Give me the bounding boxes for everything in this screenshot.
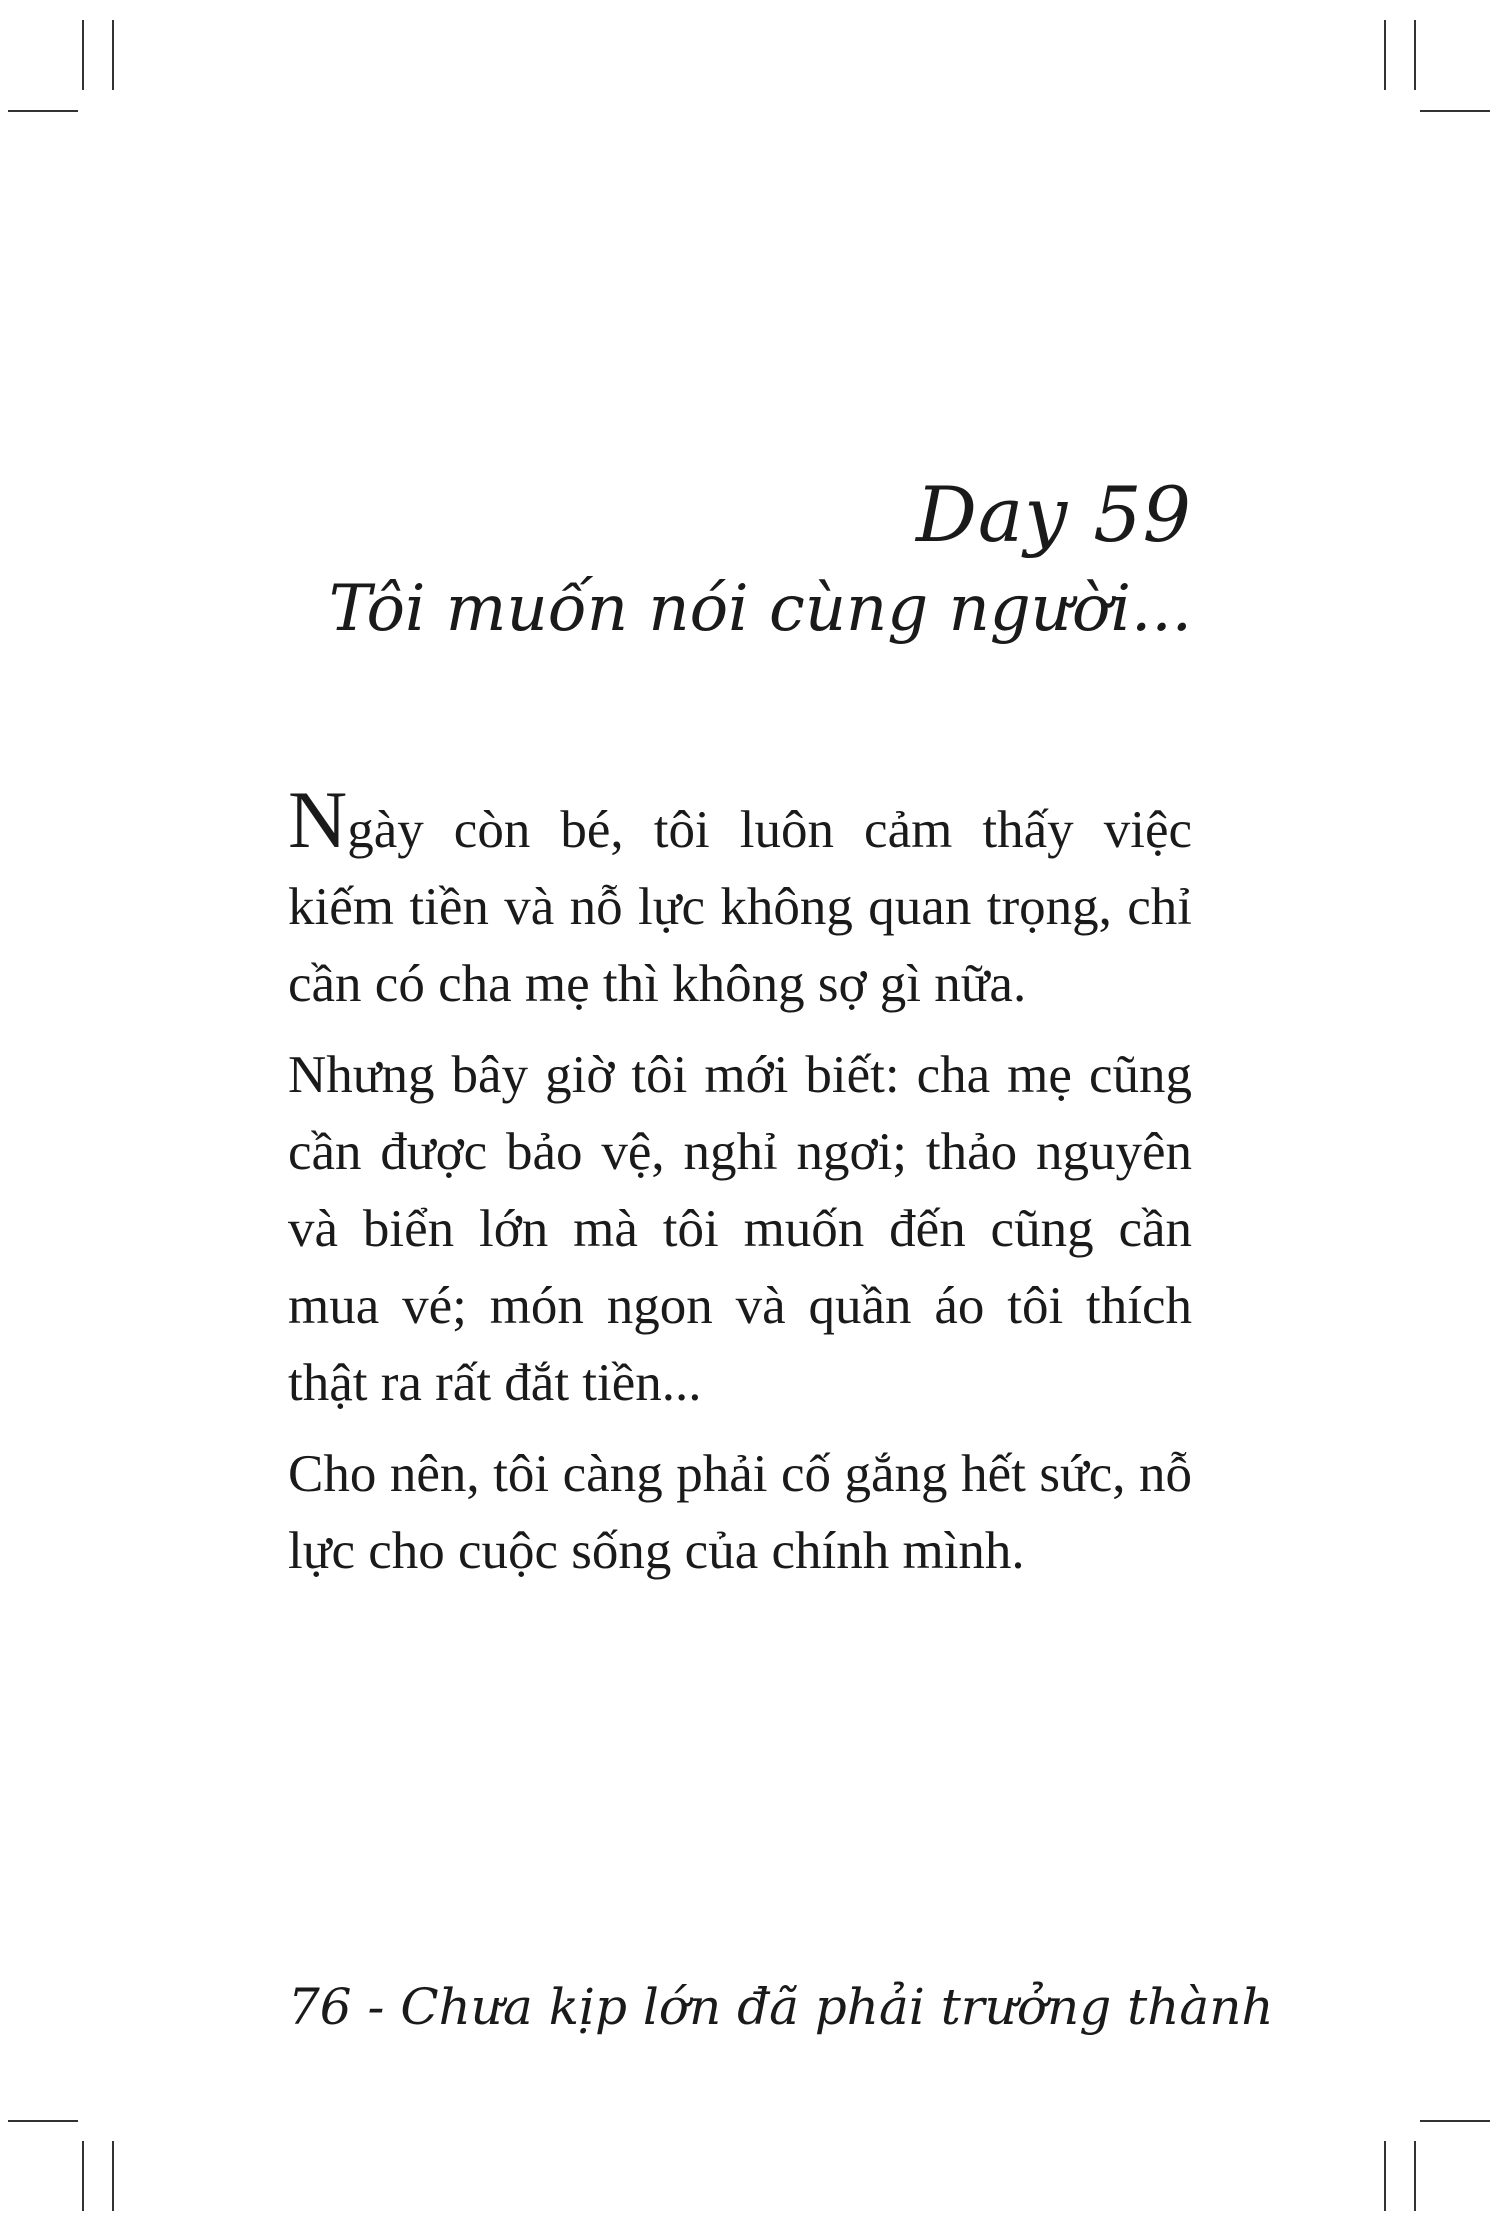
crop-mark-bottom-right-vertical xyxy=(1414,2141,1416,2211)
page-number: 76 xyxy=(288,1978,352,2036)
paragraph: Cho nên, tôi càng phải cố gắng hết sức, nỗ lực cho cuộc sống của chính mình. xyxy=(288,1445,1192,1580)
book-title: Chưa kịp lớn đã phải trưởng thành xyxy=(400,1978,1274,2036)
crop-mark-bottom-right-horizontal xyxy=(1420,2120,1490,2122)
paragraph xyxy=(288,774,1192,1023)
crop-mark-top-left-vertical-inner xyxy=(112,20,114,90)
crop-mark-bottom-left-vertical-inner xyxy=(112,2141,114,2211)
body-text xyxy=(288,774,1192,1604)
crop-mark-top-right-vertical-inner xyxy=(1384,20,1386,90)
crop-mark-bottom-left-horizontal xyxy=(8,2120,78,2122)
crop-mark-top-right-vertical xyxy=(1414,20,1416,90)
chapter-title: Tôi muốn nói cùng người... xyxy=(328,572,1192,646)
day-number: Day 59 xyxy=(915,470,1192,559)
paragraph: Nhưng bây giờ tôi mới biết: cha mẹ cũng cần được bảo vệ, nghỉ ngơi; thảo nguyên và biển lớn mà tôi muốn đến cũng cần mua vé; món ngon và quần áo tôi thích thật ra rất đắt tiền... xyxy=(288,1046,1192,1412)
drop-cap: N xyxy=(288,774,348,865)
chapter-heading xyxy=(329,470,1192,654)
crop-mark-bottom-right-vertical-inner xyxy=(1384,2141,1386,2211)
paragraph-text: gày còn bé, tôi luôn cảm thấy việc kiếm tiền và nỗ lực không quan trọng, chỉ cần có cha mẹ thì không sợ gì nữa. xyxy=(288,801,1192,1013)
page-footer xyxy=(288,1972,1274,2042)
crop-mark-top-left-vertical xyxy=(82,20,84,90)
crop-mark-bottom-left-vertical xyxy=(82,2141,84,2211)
crop-mark-top-left-horizontal xyxy=(8,110,78,112)
footer-separator: - xyxy=(367,1978,385,2036)
crop-mark-top-right-horizontal xyxy=(1420,110,1490,112)
